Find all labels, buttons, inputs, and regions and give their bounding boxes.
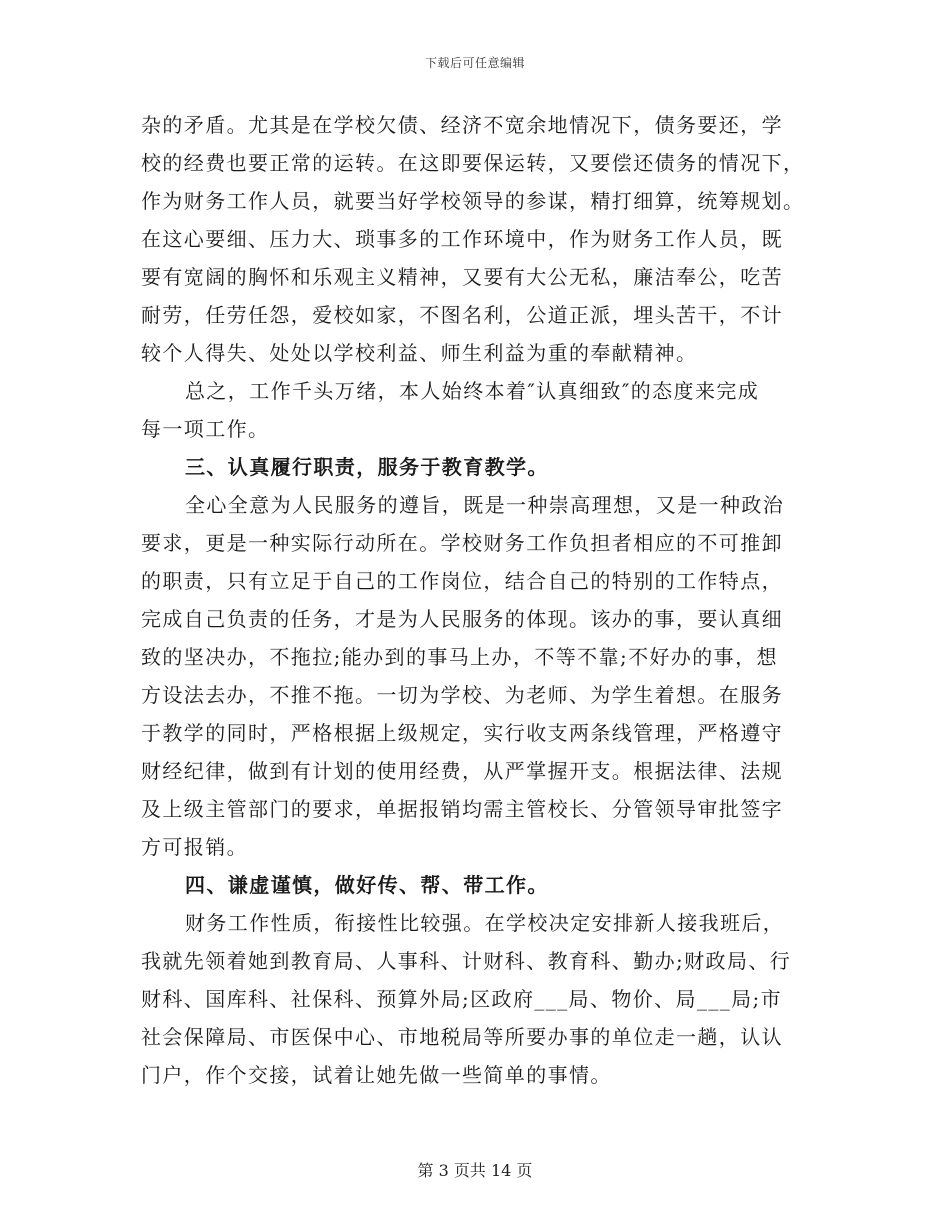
text-line: 方设法去办，不推不拖。一切为学校、为老师、为学生着想。在服务 (141, 683, 783, 707)
text-line: 我就先领着她到教育局、人事科、计财科、教育科、勤办;财政局、行 (141, 949, 792, 973)
text-line: 财科、国库科、社保科、预算外局;区政府___局、物价、局___局;市 (141, 987, 783, 1011)
text-line: 于教学的同时，严格根据上级规定，实行收支两条线管理，严格遵守 (141, 721, 783, 745)
paragraph-start-line: 全心全意为人民服务的遵旨，既是一种崇高理想，又是一种政治 (185, 493, 785, 517)
text-line: 较个人得失、处处以学校利益、师生利益为重的奉献精神。 (141, 341, 698, 365)
text-line: 耐劳，任劳任怨，爱校如家，不图名利，公道正派，埋头苦干，不计 (141, 303, 783, 327)
text-line: 方可报销。 (141, 835, 248, 859)
paragraph-start-line: 总之，工作千头万绪，本人始终本着″认真细致″的态度来完成 (185, 379, 760, 403)
text-line: 的职责，只有立足于自己的工作岗位，结合自己的特别的工作特点， (141, 569, 783, 593)
text-line: 校的经费也要正常的运转。在这即要保运转，又要偿还债务的情况下， (141, 151, 805, 175)
text-line: 及上级主管部门的要求，单据报销均需主管校长、分管领导审批签字 (141, 797, 783, 821)
text-line: 完成自己负责的任务，才是为人民服务的体现。该办的事，要认真细 (141, 607, 783, 631)
text-line: 每一项工作。 (141, 417, 270, 441)
section-heading-3: 三、认真履行职责，服务于教育教学。 (185, 455, 549, 479)
document-body (141, 106, 807, 1094)
text-line: 致的坚决办，不拖拉;能办到的事马上办，不等不靠;不好办的事，想 (141, 645, 778, 669)
section-heading-4: 四、谦虚谨慎，做好传、帮、带工作。 (185, 873, 549, 897)
text-line: 杂的矛盾。尤其是在学校欠债、经济不宽余地情况下，债务要还，学 (141, 113, 783, 137)
page-number-footer: 第 3 页共 14 页 (417, 1161, 533, 1180)
text-line: 要有宽阔的胸怀和乐观主义精神，又要有大公无私，廉洁奉公，吃苦 (141, 265, 783, 289)
text-line: 门户，作个交接，试着让她先做一些简单的事情。 (141, 1063, 612, 1087)
text-line: 在这心要细、压力大、琐事多的工作环境中，作为财务工作人员，既 (141, 227, 783, 251)
paragraph-start-line: 财务工作性质，衔接性比较强。在学校决定安排新人接我班后， (185, 911, 785, 935)
text-line: 作为财务工作人员，就要当好学校领导的参谋，精打细算，统筹规划。 (141, 189, 805, 213)
page-header: 下载后可任意编辑 (424, 56, 525, 70)
text-line: 财经纪律，做到有计划的使用经费，从严掌握开支。根据法律、法规 (141, 759, 783, 783)
text-line: 社会保障局、市医保中心、市地税局等所要办事的单位走一趟，认认 (141, 1025, 783, 1049)
text-line: 要求，更是一种实际行动所在。学校财务工作负担者相应的不可推卸 (141, 531, 783, 555)
